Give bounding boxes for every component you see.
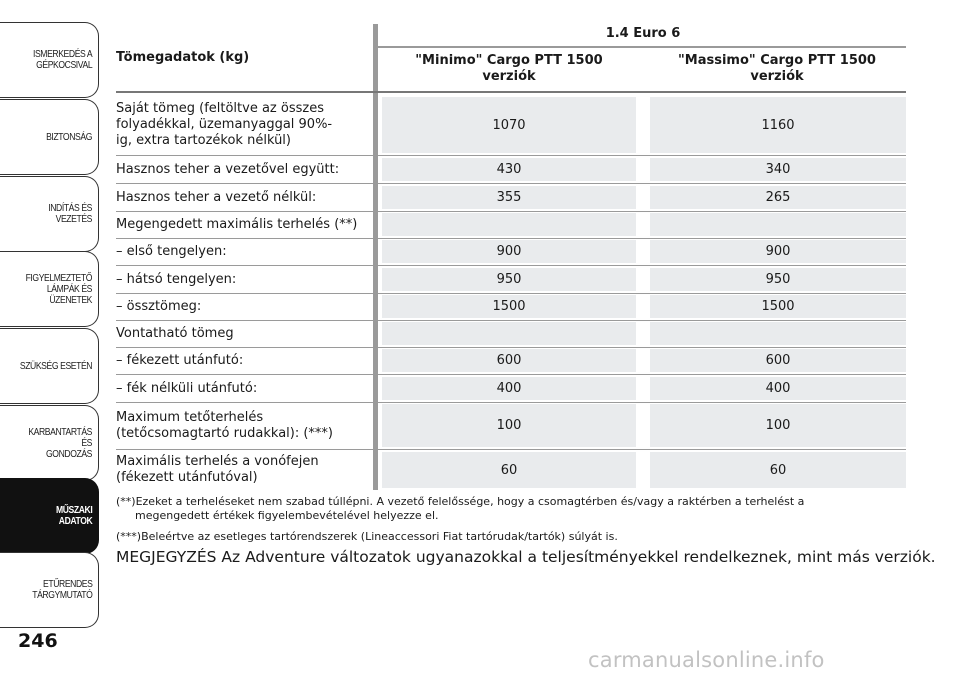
table-row: [116, 95, 906, 155]
table-row: [116, 238, 906, 265]
header-rule: [116, 91, 906, 93]
massimo-value: 60: [650, 452, 906, 488]
table-row: [116, 347, 906, 374]
chapter-tab-label: ETŰRENDES TÁRGYMUTATÓ: [31, 578, 92, 601]
minimo-value: 100: [382, 404, 636, 447]
minimo-value: 60: [382, 452, 636, 488]
minimo-value: 950: [382, 268, 636, 291]
minimo-value: 430: [382, 158, 636, 181]
chapter-tab-label: BIZTONSÁG: [46, 130, 92, 143]
chapter-tab-6[interactable]: [0, 478, 99, 554]
chapter-tab-label: INDÍTÁS ÉS VEZETÉS: [48, 202, 92, 225]
massimo-value: 340: [650, 158, 906, 181]
massimo-value: 600: [650, 349, 906, 372]
footnote-triple-star: (***)Beleértve az esetleges tartórendszerek (Lineaccessori Fiat tartórudak/tartók) súlyát is.: [116, 530, 618, 543]
col-minimo-header: "Minimo" Cargo PTT 1500 verziók: [415, 53, 603, 84]
table-row: [116, 266, 906, 293]
row-label: Maximális terhelés a vonófejen (fékezett utánfutóval): [116, 454, 319, 485]
chapter-tab-0[interactable]: [0, 22, 99, 98]
minimo-value: 400: [382, 377, 636, 400]
chapter-tab-label: SZÜKSÉG ESETÉN: [19, 359, 92, 372]
row-label: Maximum tetőterhelés (tetőcsomagtartó rudakkal): (***): [116, 409, 334, 441]
row-label: Vontatható tömeg: [116, 325, 234, 341]
chapter-tab-4[interactable]: [0, 328, 99, 404]
massimo-value: 950: [650, 268, 906, 291]
massimo-value: [650, 213, 906, 236]
row-label: – fékezett utánfutó:: [116, 352, 244, 368]
minimo-value: 1070: [382, 97, 636, 153]
chapter-tab-label: KARBANTARTÁS ÉS GONDOZÁS: [28, 425, 92, 460]
col-massimo-header: "Massimo" Cargo PTT 1500 verziók: [678, 53, 876, 84]
chapter-tab-5[interactable]: [0, 405, 99, 481]
row-label: – első tengelyen:: [116, 243, 227, 259]
watermark: carmanualsonline.info: [588, 648, 825, 672]
chapter-tab-2[interactable]: [0, 176, 99, 252]
page-number: 246: [18, 630, 58, 652]
row-label: Saját tömeg (feltöltve az összes folyadékkal, üzemanyaggal 90%-ig, extra tartozékok nélkül): [116, 101, 333, 148]
row-label: – fék nélküli utánfutó:: [116, 380, 258, 396]
massimo-value: 100: [650, 404, 906, 447]
row-label: Hasznos teher a vezetővel együtt:: [116, 161, 340, 177]
row-label: Hasznos teher a vezető nélkül:: [116, 189, 317, 205]
engine-header: 1.4 Euro 6: [605, 26, 681, 41]
minimo-value: 355: [382, 186, 636, 209]
row-label: – hátsó tengelyen:: [116, 271, 237, 287]
chapter-tab-1[interactable]: [0, 99, 99, 175]
minimo-value: 1500: [382, 295, 636, 318]
table-row: [116, 211, 906, 238]
chapter-tab-7[interactable]: [0, 552, 99, 628]
chapter-tab-label: ISMERKEDÉS A GÉPKOCSIVAL: [32, 48, 92, 71]
table-row: [116, 402, 906, 449]
adventure-note: MEGJEGYZÉS Az Adventure változatok ugyanazokkal a teljesítményekkel rendelkeznek, mint más verziók.: [116, 548, 936, 566]
table-row: [116, 450, 906, 490]
chapter-tab-3[interactable]: [0, 251, 99, 327]
chapter-tab-label: MŰSZAKI ADATOK: [55, 504, 92, 527]
minimo-value: 900: [382, 240, 636, 263]
massimo-value: 265: [650, 186, 906, 209]
row-label: – össztömeg:: [116, 298, 202, 314]
table-row: [116, 184, 906, 211]
chapter-tab-label: FIGYELMEZTETŐ LÁMPÁK ÉS ÜZENETEK: [25, 271, 92, 306]
footnote-double-star-line2: megengedett értékek figyelembevételével helyezze el.: [135, 509, 439, 522]
footnote-double-star: [116, 495, 906, 523]
massimo-value: 1500: [650, 295, 906, 318]
table-title: Tömegadatok (kg): [116, 50, 250, 65]
massimo-value: [650, 322, 906, 345]
table-row: [116, 375, 906, 402]
minimo-value: [382, 322, 636, 345]
minimo-value: [382, 213, 636, 236]
footnote-double-star-line1: (**)Ezeket a terheléseket nem szabad túllépni. A vezető felelőssége, hogy a csomagtérben és/vagy a raktérben a terhelést a: [116, 495, 805, 508]
minimo-value: 600: [382, 349, 636, 372]
row-label: Megengedett maximális terhelés (**): [116, 216, 358, 232]
table-row: [116, 320, 906, 347]
table-row: [116, 293, 906, 320]
table-row: [116, 156, 906, 183]
massimo-value: 1160: [650, 97, 906, 153]
engine-header-rule: [378, 46, 906, 48]
massimo-value: 400: [650, 377, 906, 400]
massimo-value: 900: [650, 240, 906, 263]
